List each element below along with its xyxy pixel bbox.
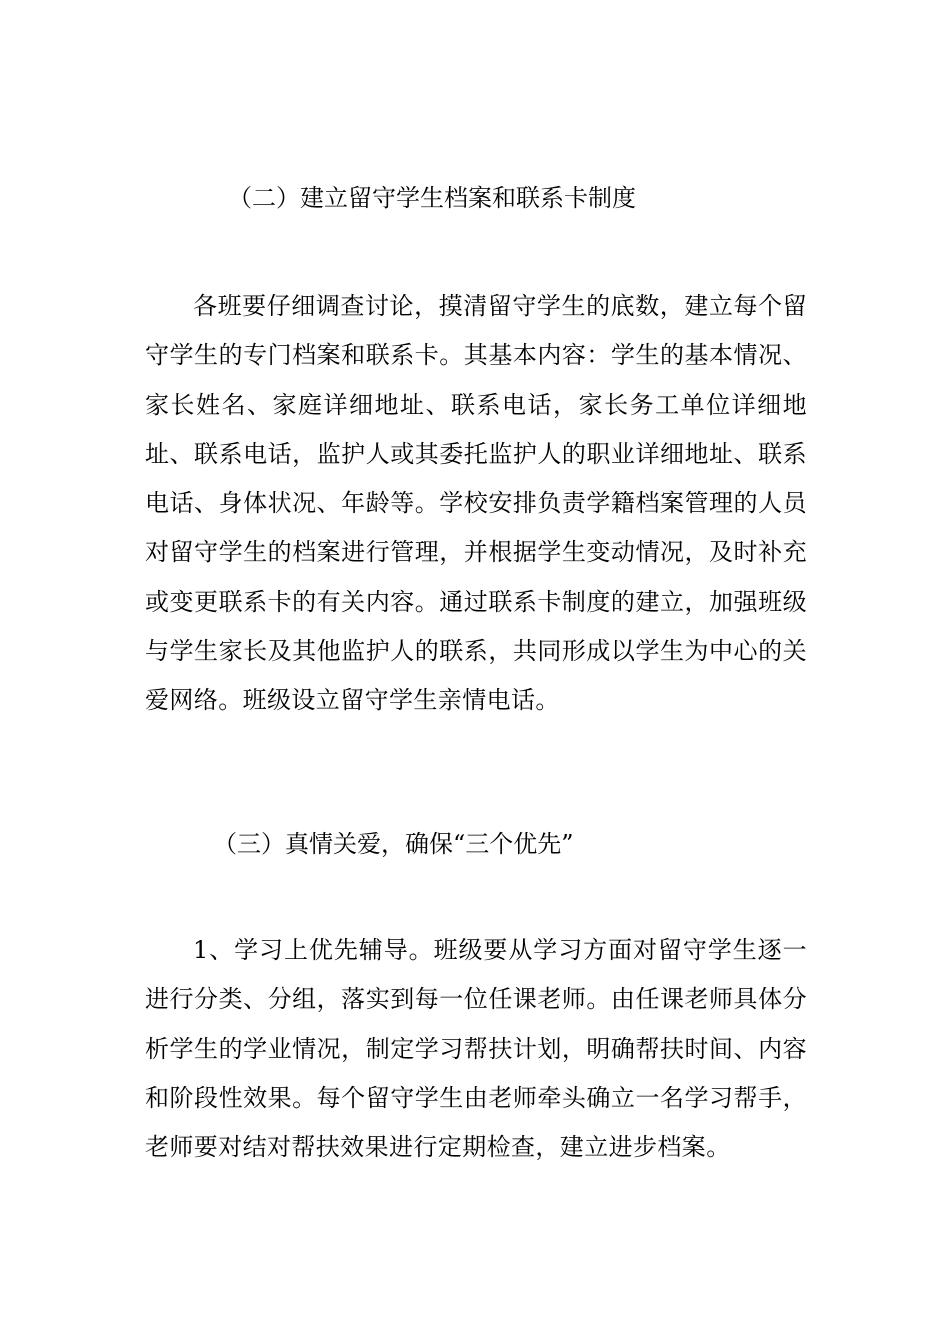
section-heading-three-priorities: （三）真情关爱，确保“三个优先” — [213, 830, 574, 858]
section-paragraph-study-tutoring: 1、学习上优先辅导。班级要从学习方面对留守学生逐一进行分类、分组，落实到每一位任课老师。由任课老师具体分析学生的学业情况，制定学习帮扶计划，明确帮扶时间、内容和阶段性效果。每个留守学生由老师牵头确立一名学习帮手，老师要对结对帮扶效果进行定期检查，建立进步档案。 — [145, 936, 807, 1162]
section-paragraph-records-and-contact-cards: 各班要仔细调查讨论，摸清留守学生的底数，建立每个留守学生的专门档案和联系卡。其基本内容：学生的基本情况、家长姓名、家庭详细地址、联系电话，家长务工单位详细地址、联系电话，监护人或其委托监护人的职业详细地址、联系电话、身体状况、年龄等。学校安排负责学籍档案管理的人员对留守学生的档案进行管理，并根据学生变动情况，及时补充或变更联系卡的有关内容。通过联系卡制度的建立，加强班级与学生家长及其他监护人的联系，共同形成以学生为中心的关爱网络。班级设立留守学生亲情电话。 — [145, 292, 807, 715]
section-heading-establish-records: （二）建立留守学生档案和联系卡制度 — [228, 184, 636, 212]
